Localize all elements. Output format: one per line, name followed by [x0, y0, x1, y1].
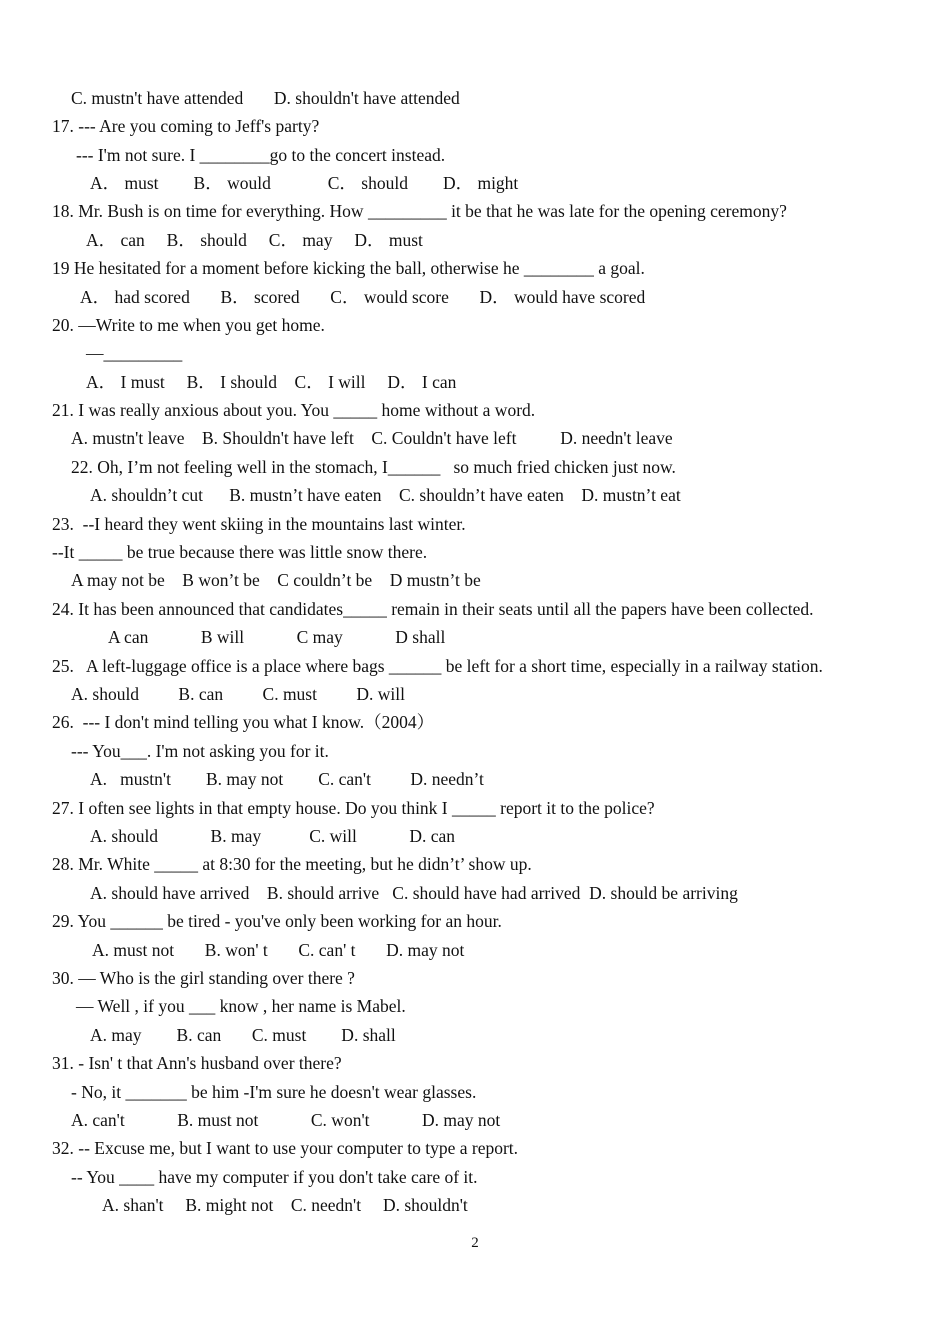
page-number: 2 — [471, 1235, 479, 1251]
question-19-stem: 19 He hesitated for a moment before kicking the ball, otherwise he ________ a goal. — [52, 258, 645, 278]
question-24-stem: 24. It has been announced that candidates_____ remain in their seats until all the papers have been collected. — [52, 599, 814, 619]
question-20-stem: 20. —Write to me when you get home. — [52, 315, 325, 335]
question-30-options: A. may B. can C. must D. shall — [90, 1025, 396, 1045]
question-16-options-cd: C. mustn't have attended D. shouldn't have attended — [71, 88, 460, 108]
question-32-stem: 32. -- Excuse me, but I want to use your computer to type a report. — [52, 1138, 519, 1158]
question-17-reply: --- I'm not sure. I ________go to the concert instead. — [76, 145, 446, 165]
question-31-stem: 31. - Isn' t that Ann's husband over there? — [52, 1053, 342, 1073]
question-26-reply: --- You___. I'm not asking you for it. — [71, 741, 329, 761]
question-20-reply: —_________ — [86, 343, 183, 363]
question-19-options: A． had scored B． scored C． would score D． would have scored — [80, 287, 646, 307]
question-22-stem: 22. Oh, I’m not feeling well in the stomach, I______ so much fried chicken just now. — [71, 457, 676, 477]
question-27-stem: 27. I often see lights in that empty house. Do you think I _____ report it to the police? — [52, 798, 655, 818]
question-25-stem: 25. A left-luggage office is a place where bags ______ be left for a short time, especially in a railway station. — [52, 656, 823, 676]
question-21-options: A. mustn't leave B. Shouldn't have left C. Couldn't have left D. needn't leave — [71, 428, 673, 448]
question-25-options: A. should B. can C. must D. will — [71, 684, 405, 704]
question-17-options: A． must B． would C． should D． might — [90, 173, 519, 193]
question-23-reply: --It _____ be true because there was little snow there. — [52, 542, 428, 562]
question-32-options: A. shan't B. might not C. needn't D. shouldn't — [102, 1195, 468, 1215]
question-30-reply: — Well , if you ___ know , her name is Mabel. — [76, 996, 406, 1016]
question-26-options: A. mustn't B. may not C. can't D. needn’t — [90, 769, 484, 789]
question-24-options: A can B will C may D shall — [108, 627, 446, 647]
question-27-options: A. should B. may C. will D. can — [90, 826, 456, 846]
question-22-options: A. shouldn’t cut B. mustn’t have eaten C. shouldn’t have eaten D. mustn’t eat — [90, 485, 681, 505]
question-21-stem: 21. I was really anxious about you. You _____ home without a word. — [52, 400, 536, 420]
question-28-options: A. should have arrived B. should arrive C. should have had arrived D. should be arriving — [90, 883, 738, 903]
question-31-reply: - No, it _______ be him -I'm sure he doesn't wear glasses. — [71, 1082, 477, 1102]
question-29-options: A. must not B. won' t C. can' t D. may not — [92, 940, 465, 960]
question-28-stem: 28. Mr. White _____ at 8:30 for the meeting, but he didn’t’ show up. — [52, 854, 532, 874]
question-18-stem: 18. Mr. Bush is on time for everything. How _________ it be that he was late for the opening ceremony? — [52, 201, 787, 221]
question-32-reply: -- You ____ have my computer if you don't take care of it. — [71, 1167, 478, 1187]
question-17-stem: 17. --- Are you coming to Jeff's party? — [52, 116, 320, 136]
question-18-options: A． can B． should C． may D． must — [86, 230, 423, 250]
question-20-options: A． I must B． I should C． I will D． I can — [86, 372, 457, 392]
question-23-options: A may not be B won’t be C couldn’t be D mustn’t be — [71, 570, 481, 590]
question-26-stem: 26. --- I don't mind telling you what I know.（2004） — [52, 712, 435, 732]
question-23-stem: 23. --I heard they went skiing in the mountains last winter. — [52, 514, 466, 534]
question-31-options: A. can't B. must not C. won't D. may not — [71, 1110, 501, 1130]
question-29-stem: 29. You ______ be tired - you've only been working for an hour. — [52, 911, 502, 931]
question-30-stem: 30. — Who is the girl standing over there ? — [52, 968, 355, 988]
